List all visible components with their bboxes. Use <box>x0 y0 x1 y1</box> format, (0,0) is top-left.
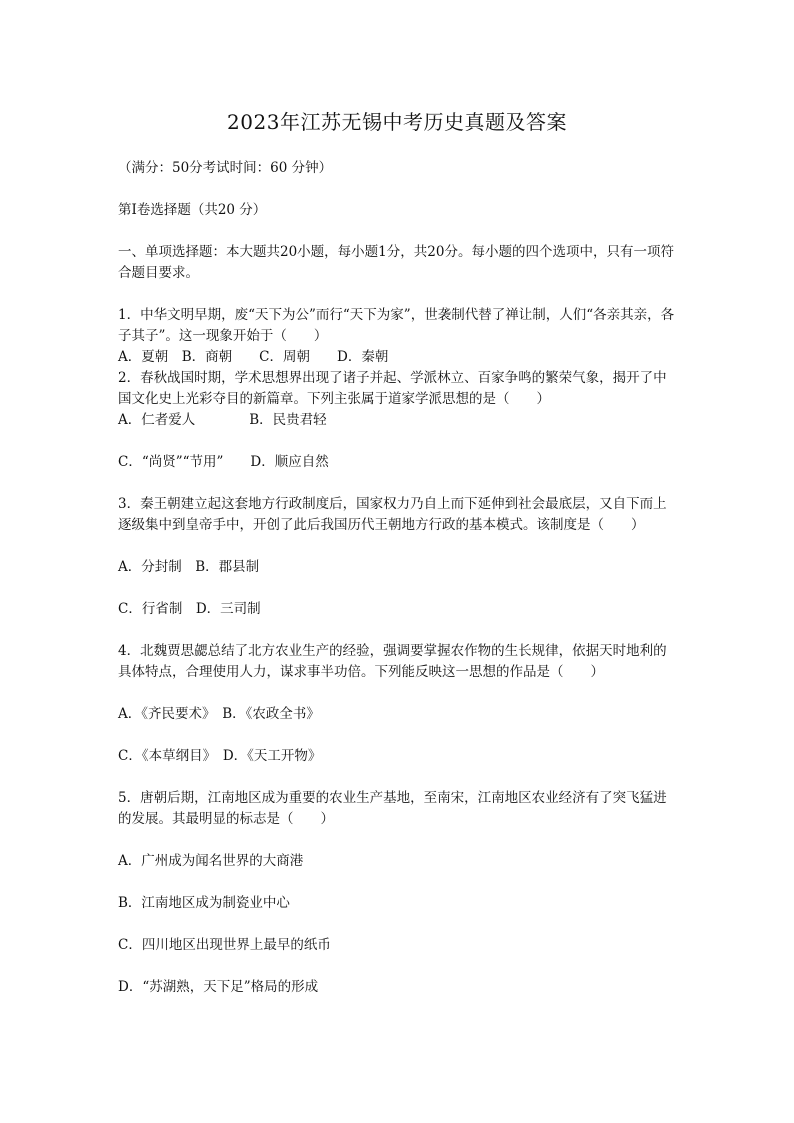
question-4-options-cd: C．《本草纲目》 D．《天工开物》 <box>118 748 322 764</box>
question-2-options-cd: C．“尚贤”“节用” D．顺应自然 <box>118 454 329 470</box>
question-5-option-d: D．“苏湖熟，天下足”格局的形成 <box>118 979 319 995</box>
exam-info: （满分：50分考试时间：60 分钟） <box>118 160 333 176</box>
document-body <box>118 158 678 998</box>
document-title: 2023年江苏无锡中考历史真题及答案 <box>227 110 567 134</box>
question-4-stem: 4．北魏贾思勰总结了北方农业生产的经验，强调要掌握农作物的生长规律，依据天时地利的具体特点，合理使用人力，谋求事半功倍。下列能反映这一思想的作品是（ ） <box>118 643 667 680</box>
question-1-options: A．夏朝 B．商朝 C．周朝 D．秦朝 <box>118 349 389 365</box>
question-5-option-b: B．江南地区成为制瓷业中心 <box>118 895 290 911</box>
question-2-options-ab: A．仁者爱人 B．民贵君轻 <box>118 412 327 428</box>
instructions: 一、单项选择题：本大题共20小题，每小题1分，共20分。每小题的四个选项中，只有一项符合题目要求。 <box>118 244 674 281</box>
question-3-options-cd: C．行省制 D．三司制 <box>118 601 261 617</box>
question-2-stem: 2．春秋战国时期，学术思想界出现了诸子并起、学派林立、百家争鸣的繁荣气象，揭开了中国文化史上光彩夺目的新篇章。下列主张属于道家学派思想的是（ ） <box>118 370 667 407</box>
question-5-stem: 5．唐朝后期，江南地区成为重要的农业生产基地，至南宋，江南地区农业经济有了突飞猛进的发展。其最明显的标志是（ ） <box>118 790 667 827</box>
question-1-stem: 1．中华文明早期，废“天下为公”而行“天下为家”，世袭制代替了禅让制，人们“各亲其亲，各子其子”。这一现象开始于（ ） <box>118 307 675 344</box>
section-heading: 第Ⅰ卷选择题（共20 分） <box>118 202 267 218</box>
question-4-options-ab: A．《齐民要术》 B．《农政全书》 <box>118 706 320 722</box>
question-5-option-a: A．广州成为闻名世界的大商港 <box>118 853 304 869</box>
question-5-option-c: C．四川地区出现世界上最早的纸币 <box>118 937 331 953</box>
question-3-options-ab: A．分封制 B．郡县制 <box>118 559 260 575</box>
question-3-stem: 3．秦王朝建立起这套地方行政制度后，国家权力乃自上而下延伸到社会最底层，又自下而上逐级集中到皇帝手中，开创了此后我国历代王朝地方行政的基本模式。该制度是（ ） <box>118 496 667 533</box>
